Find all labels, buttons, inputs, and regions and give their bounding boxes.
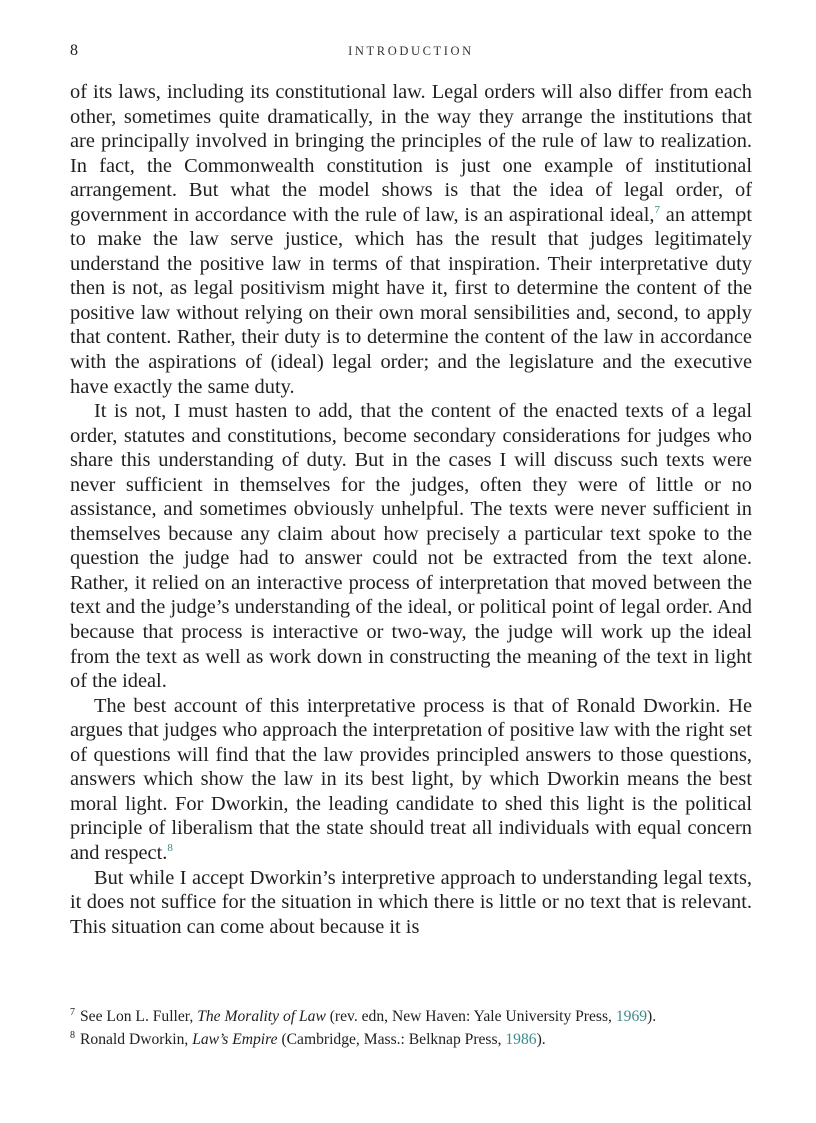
- footnote-7: [70, 1007, 752, 1030]
- body-text: [70, 80, 752, 939]
- footnote-book-title: The Morality of Law: [197, 1008, 326, 1025]
- running-header: [70, 42, 752, 62]
- footnote-year-link[interactable]: 1986: [505, 1030, 537, 1048]
- footnote-end: ).: [647, 1008, 657, 1025]
- footnote-book-title: Law’s Empire: [192, 1030, 278, 1048]
- footnote-suffix: (Cambridge, Mass.: Belknap Press,: [277, 1030, 506, 1048]
- paragraph-3: [70, 694, 752, 866]
- paragraph-2: It is not, I must hasten to add, that the content of the enacted texts of a legal order, statutes and constitutions, become secondary considerations for judges who share this understanding of duty. But in the cases I will discuss such texts were never sufficient in themselves for the judges, often they were of little or no assistance, and sometimes obviously unhelpful. The texts were never sufficient in themselves because any claim about how precisely a particular text spoke to the question the judge had to answer could not be extracted from the text alone. Rather, it relied on an interactive process of interpretation that moved between the text and the judge’s understanding of the ideal, or political point of legal order. And because that process is interactive or two-way, the judge will work up the ideal from the text as well as work down in constructing the meaning of the text in light of the ideal.: [70, 400, 752, 693]
- paragraph-1-text-b: an attempt to make the law serve justice, which has the result that judges legitimately understand the positive law in terms of that inspiration. Their interpretative duty then is not, as legal positivism might have it, first to determine the content of the positive law without relying on their own moral sensibilities and, second, to apply that content. Rather, their duty is to determine the content of the law in accordance with the aspirations of (ideal) legal order; and the legislature and the executive have exactly the same duty.: [70, 203, 752, 398]
- running-title: INTRODUCTION: [348, 44, 474, 58]
- paragraph-1: [70, 80, 752, 399]
- page-number: 8: [70, 42, 78, 59]
- footnote-prefix: Ronald Dworkin,: [80, 1030, 193, 1048]
- paragraph-4: But while I accept Dworkin’s interpretive approach to understanding legal texts, it does not suffice for the situation in which there is little or no text that is relevant. This situation can come about because it is: [70, 866, 752, 938]
- footnotes: [70, 1007, 752, 1052]
- footnote-ref-8[interactable]: 8: [167, 841, 173, 854]
- footnote-number: 7: [70, 1007, 75, 1018]
- footnote-suffix: (rev. edn, New Haven: Yale University Press,: [325, 1008, 616, 1025]
- footnote-8: [70, 1030, 752, 1053]
- footnote-end: ).: [536, 1030, 546, 1048]
- footnote-year-link[interactable]: 1969: [615, 1008, 648, 1025]
- footnote-ref-7[interactable]: 7: [654, 203, 660, 216]
- footnote-prefix: See Lon L. Fuller,: [80, 1008, 198, 1025]
- footnote-number: 8: [70, 1029, 75, 1041]
- paragraph-3-text: The best account of this interpretative process is that of Ronald Dworkin. He argues that judges who approach the interpretation of positive law with the right set of questions will find that the law provides principled answers to those questions, answers which show the law in its best light, by which Dworkin means the best moral light. For Dworkin, the leading candidate to shed this light is the political principle of liberalism that the state should treat all individuals with equal concern and respect.: [70, 694, 752, 864]
- paragraph-1-text-a: of its laws, including its constitutional law. Legal orders will also differ from each other, sometimes quite dramatically, in the way they arrange the institutions that are principally involved in bringing the principles of the rule of law to realization. In fact, the Commonwealth constitution is just one example of institutional arrangement. But what the model shows is that the idea of legal order, of government in accordance with the rule of law, is an aspirational ideal,: [70, 81, 752, 226]
